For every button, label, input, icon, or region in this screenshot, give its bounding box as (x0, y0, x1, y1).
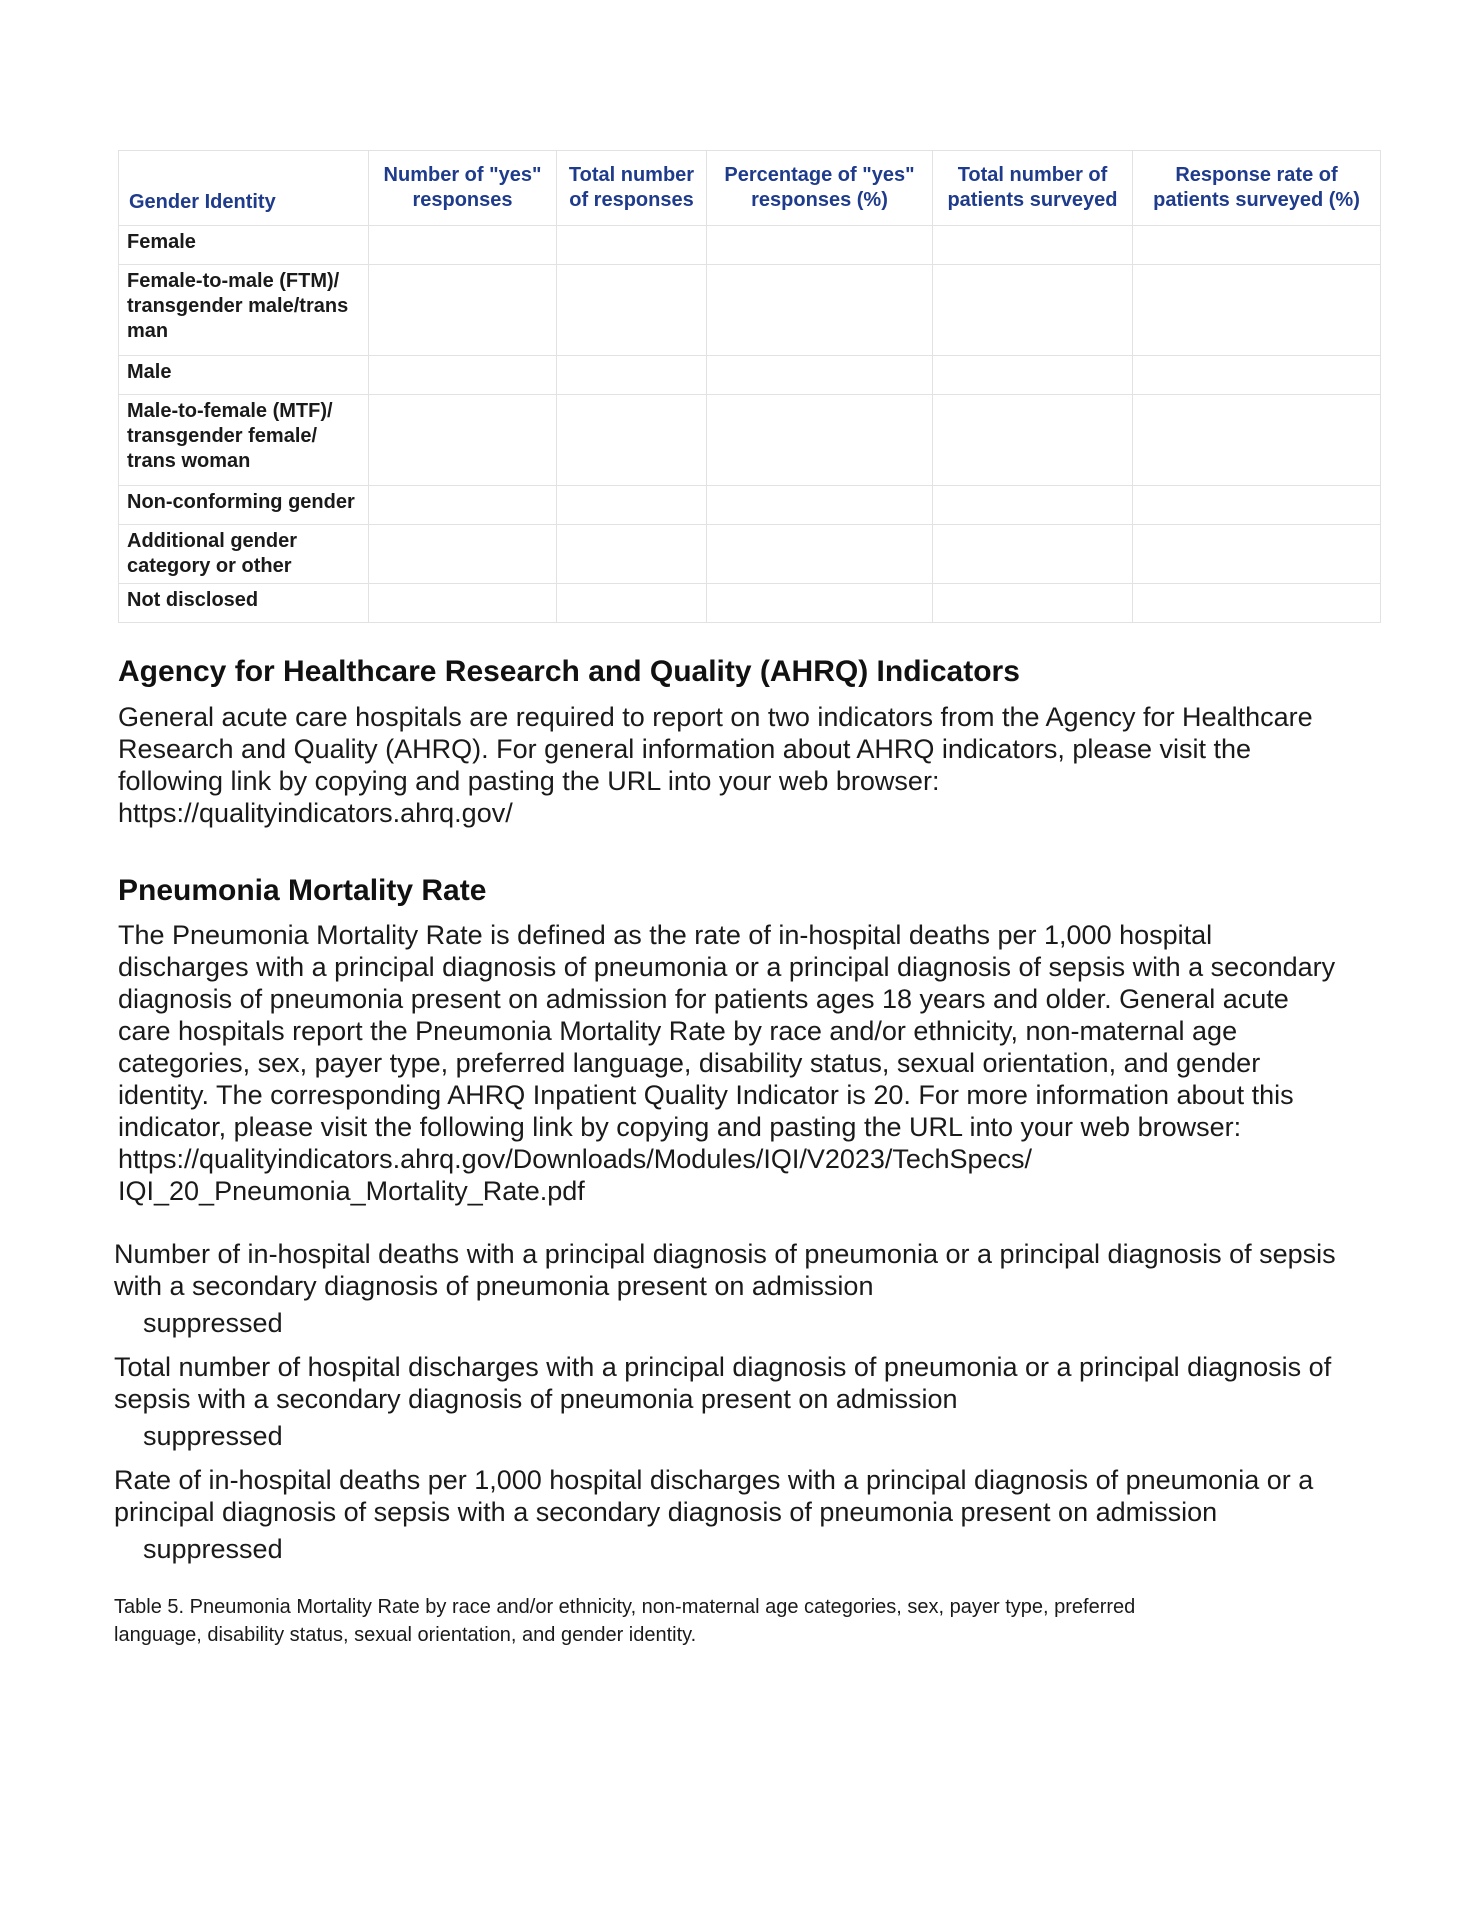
table-cell (707, 395, 933, 486)
row-label-female: Female (119, 226, 369, 265)
table-cell (933, 265, 1133, 356)
table-cell (707, 584, 933, 623)
table-cell (557, 584, 707, 623)
measure-rate-label: Rate of in-hospital deaths per 1,000 hospital discharges with a principal diagnosis of pneumonia or a principal diagnosis of sepsis with a secondary diagnosis of pneumonia present on admission (114, 1465, 1314, 1527)
measure-deaths-value: suppressed (143, 1308, 283, 1338)
table-cell (1133, 525, 1381, 584)
measure-deaths-label: Number of in-hospital deaths with a principal diagnosis of pneumonia or a principal diagnosis of sepsis with a secondary diagnosis of pneumonia present on admission (114, 1239, 1336, 1301)
row-label-ftm: Female-to-male (FTM)/ transgender male/trans man (119, 265, 369, 356)
table-cell (557, 265, 707, 356)
header-yes-responses: Number of "yes" responses (369, 151, 557, 226)
ahrq-heading: Agency for Healthcare Research and Quality (AHRQ) Indicators (118, 655, 1020, 688)
header-gender-identity: Gender Identity (119, 151, 369, 226)
table-cell (369, 584, 557, 623)
table-row (119, 525, 1381, 584)
table-cell (557, 525, 707, 584)
table-row (119, 395, 1381, 486)
gender-identity-table (118, 150, 1381, 623)
table-cell (707, 226, 933, 265)
table-cell (369, 265, 557, 356)
table-header-row (119, 151, 1381, 226)
header-patients-surveyed: Total number of patients surveyed (933, 151, 1133, 226)
measure-discharges-value: suppressed (143, 1421, 283, 1451)
table-cell (369, 486, 557, 525)
table-cell (707, 525, 933, 584)
table-cell (1133, 486, 1381, 525)
table-caption: Table 5. Pneumonia Mortality Rate by race and/or ethnicity, non-maternal age categories, sex, payer type, preferred language, disability status, sexual orientation, and gender identity. (114, 1596, 1136, 1646)
pneumonia-url-part2[interactable]: IQI_20_Pneumonia_Mortality_Rate.pdf (118, 1176, 585, 1206)
table-cell (933, 395, 1133, 486)
header-total-responses: Total number of responses (557, 151, 707, 226)
table-cell (707, 486, 933, 525)
table-cell (369, 525, 557, 584)
measure-rate-value: suppressed (143, 1534, 283, 1564)
table-cell (369, 226, 557, 265)
table-cell (933, 525, 1133, 584)
table-row (119, 226, 1381, 265)
table-cell (557, 356, 707, 395)
row-label-non-conforming: Non-conforming gender (119, 486, 369, 525)
table-cell (369, 395, 557, 486)
table-row (119, 265, 1381, 356)
table-cell (933, 486, 1133, 525)
table-cell (1133, 395, 1381, 486)
table-cell (933, 584, 1133, 623)
table-cell (557, 395, 707, 486)
row-label-additional: Additional gender category or other (119, 525, 369, 584)
table-cell (707, 265, 933, 356)
table-row (119, 584, 1381, 623)
pneumonia-paragraph: The Pneumonia Mortality Rate is defined as the rate of in-hospital deaths per 1,000 hospital discharges with a principal diagnosis of pneumonia or a principal diagnosis of sepsis with a secondary diagnosis of pneumonia present on admission for patients ages 18 years and older. General acute care hospitals report the Pneumonia Mortality Rate by race and/or ethnicity, non-maternal age categories, sex, payer type, preferred language, disability status, sexual orientation, and gender identity. The corresponding AHRQ Inpatient Quality Indicator is 20. For more information about this indicator, please visit the following link by copying and pasting the URL into your web browser: https://qualityindicators.ahrq.gov/Downloads/Modules/IQI/V2023/TechSpecs/ IQI_20_Pneumonia_Mortality_Rate.pdf (118, 919, 1388, 1207)
table-cell (1133, 226, 1381, 265)
table-cell (1133, 356, 1381, 395)
header-percent-yes: Percentage of "yes" responses (%) (707, 151, 933, 226)
pneumonia-heading: Pneumonia Mortality Rate (118, 874, 487, 907)
ahrq-url[interactable]: https://qualityindicators.ahrq.gov/ (118, 798, 513, 828)
table-cell (933, 356, 1133, 395)
row-label-mtf: Male-to-female (MTF)/ transgender female/ trans woman (119, 395, 369, 486)
table-cell (557, 486, 707, 525)
measure-discharges-label: Total number of hospital discharges with a principal diagnosis of pneumonia or a principal diagnosis of sepsis with a secondary diagnosis of pneumonia present on admission (114, 1352, 1332, 1414)
row-label-not-disclosed: Not disclosed (119, 584, 369, 623)
table-cell (1133, 584, 1381, 623)
table-cell (1133, 265, 1381, 356)
row-label-male: Male (119, 356, 369, 395)
pneumonia-url-part1[interactable]: https://qualityindicators.ahrq.gov/Downloads/Modules/IQI/V2023/TechSpecs/ (118, 1144, 1033, 1174)
table-row (119, 486, 1381, 525)
table-cell (557, 226, 707, 265)
table-cell (707, 356, 933, 395)
header-response-rate: Response rate of patients surveyed (%) (1133, 151, 1381, 226)
ahrq-paragraph: General acute care hospitals are required to report on two indicators from the Agency for Healthcare Research and Quality (AHRQ). For general information about AHRQ indicators, please visit the following link by copying and pasting the URL into your web browser: https://qualityindicators.ahrq.gov/ (118, 701, 1388, 829)
table-cell (369, 356, 557, 395)
table-cell (933, 226, 1133, 265)
table-row (119, 356, 1381, 395)
